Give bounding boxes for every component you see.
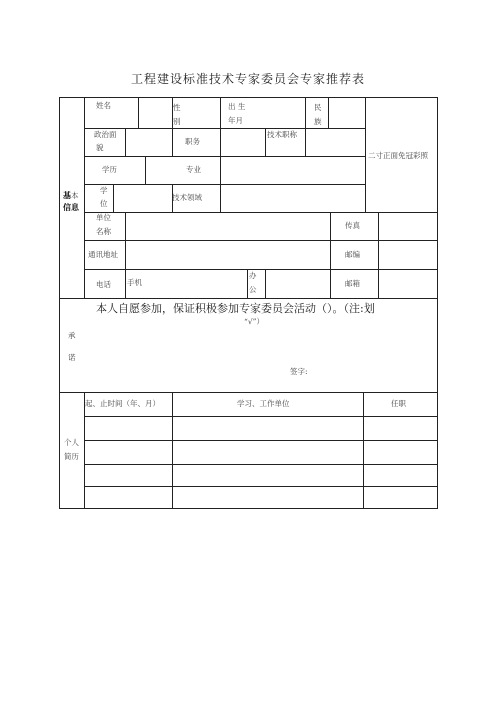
label-gender-1: 性: [173, 103, 181, 112]
label-tech-field: 技术领域: [172, 193, 202, 202]
label-fax: 传真: [345, 221, 360, 230]
label-mobile: 手机: [127, 278, 142, 287]
row-line: [85, 156, 365, 157]
col-line: [172, 392, 173, 509]
col-line: [220, 156, 221, 184]
col-line: [365, 98, 366, 212]
label-postcode: 邮编: [345, 250, 360, 259]
label-ethnic-2: 族: [314, 117, 322, 126]
col-line: [265, 128, 266, 156]
label-tech-title: 技术职称: [267, 130, 297, 139]
row-line: [85, 269, 438, 270]
label-address: 通讯地址: [88, 250, 118, 259]
label-unit-1: 单位: [96, 213, 111, 222]
label-political-2: 貌: [96, 143, 104, 152]
col-line: [125, 240, 126, 269]
col-line: [125, 128, 126, 156]
section-line: [60, 392, 438, 393]
col-line: [125, 212, 126, 240]
col-line: [265, 269, 266, 298]
col-line: [220, 98, 221, 128]
col-line: [172, 128, 173, 156]
col-line: [305, 98, 306, 128]
col-header-role: 任职: [391, 399, 406, 408]
label-email: 邮箱: [345, 279, 360, 288]
label-photo: 二寸正面免冠彩照: [368, 151, 428, 160]
col-line: [220, 184, 221, 212]
col-header-period: 起、止时间（年、月）: [85, 399, 160, 408]
col-line: [138, 98, 139, 128]
label-part: 基: [63, 190, 71, 200]
section-label-resume-1: 个人: [64, 438, 79, 447]
label-education: 学历: [102, 165, 117, 174]
section-label-resume-2: 简历: [64, 452, 79, 461]
section-label-pledge-1: 承: [68, 331, 76, 340]
col-line: [145, 156, 146, 184]
row-line: [85, 416, 438, 417]
col-line: [84, 392, 85, 509]
signature-label: 签字:: [290, 367, 308, 376]
col-line: [247, 269, 248, 298]
col-line: [125, 269, 126, 298]
row-line: [85, 440, 438, 441]
label-birth-1: 出 生: [228, 102, 246, 111]
pledge-text-2: “√”）: [244, 317, 264, 326]
section-label-basic-info: [63, 190, 79, 201]
col-line: [363, 392, 364, 509]
col-line: [328, 98, 329, 128]
label-degree-1: 学: [100, 186, 108, 195]
section-label-pledge-2: 诺: [68, 353, 76, 362]
row-line: [85, 128, 365, 129]
row-line: [85, 212, 438, 213]
page-title: 工程建设标准技术专家委员会专家推荐表: [130, 72, 365, 86]
row-line: [85, 240, 438, 241]
label-office-2: 公: [249, 285, 257, 294]
label-major: 专业: [186, 165, 201, 174]
label-degree-2: 位: [100, 199, 108, 208]
label-political-1: 政治面: [94, 130, 117, 139]
col-line: [220, 128, 221, 156]
col-line: [84, 98, 85, 298]
row-line: [85, 464, 438, 465]
pledge-text: 本人自愿参加，保证积极参加专家委员会活动（）。（注:划: [96, 302, 375, 315]
label-name: 姓名: [96, 101, 111, 110]
col-line: [330, 212, 331, 298]
section-line: [60, 298, 438, 299]
label-ethnic-1: 民: [314, 103, 322, 112]
col-header-unit: 学习、工作单位: [237, 399, 290, 408]
label-unit-2: 名称: [96, 227, 111, 236]
col-line: [305, 128, 306, 156]
col-line: [378, 212, 379, 298]
label-position: 职务: [185, 137, 200, 146]
label-birth-2: 年月: [228, 116, 243, 125]
recommendation-form-table: [59, 97, 438, 509]
label-office-1: 办: [249, 271, 257, 280]
col-line: [113, 184, 114, 212]
row-line: [85, 184, 365, 185]
section-label-basic-info-2: 信息: [63, 202, 79, 212]
label-part: 本: [71, 191, 79, 200]
label-gender-2: 别: [173, 117, 181, 126]
row-line: [85, 486, 438, 487]
label-phone: 电话: [96, 280, 111, 289]
